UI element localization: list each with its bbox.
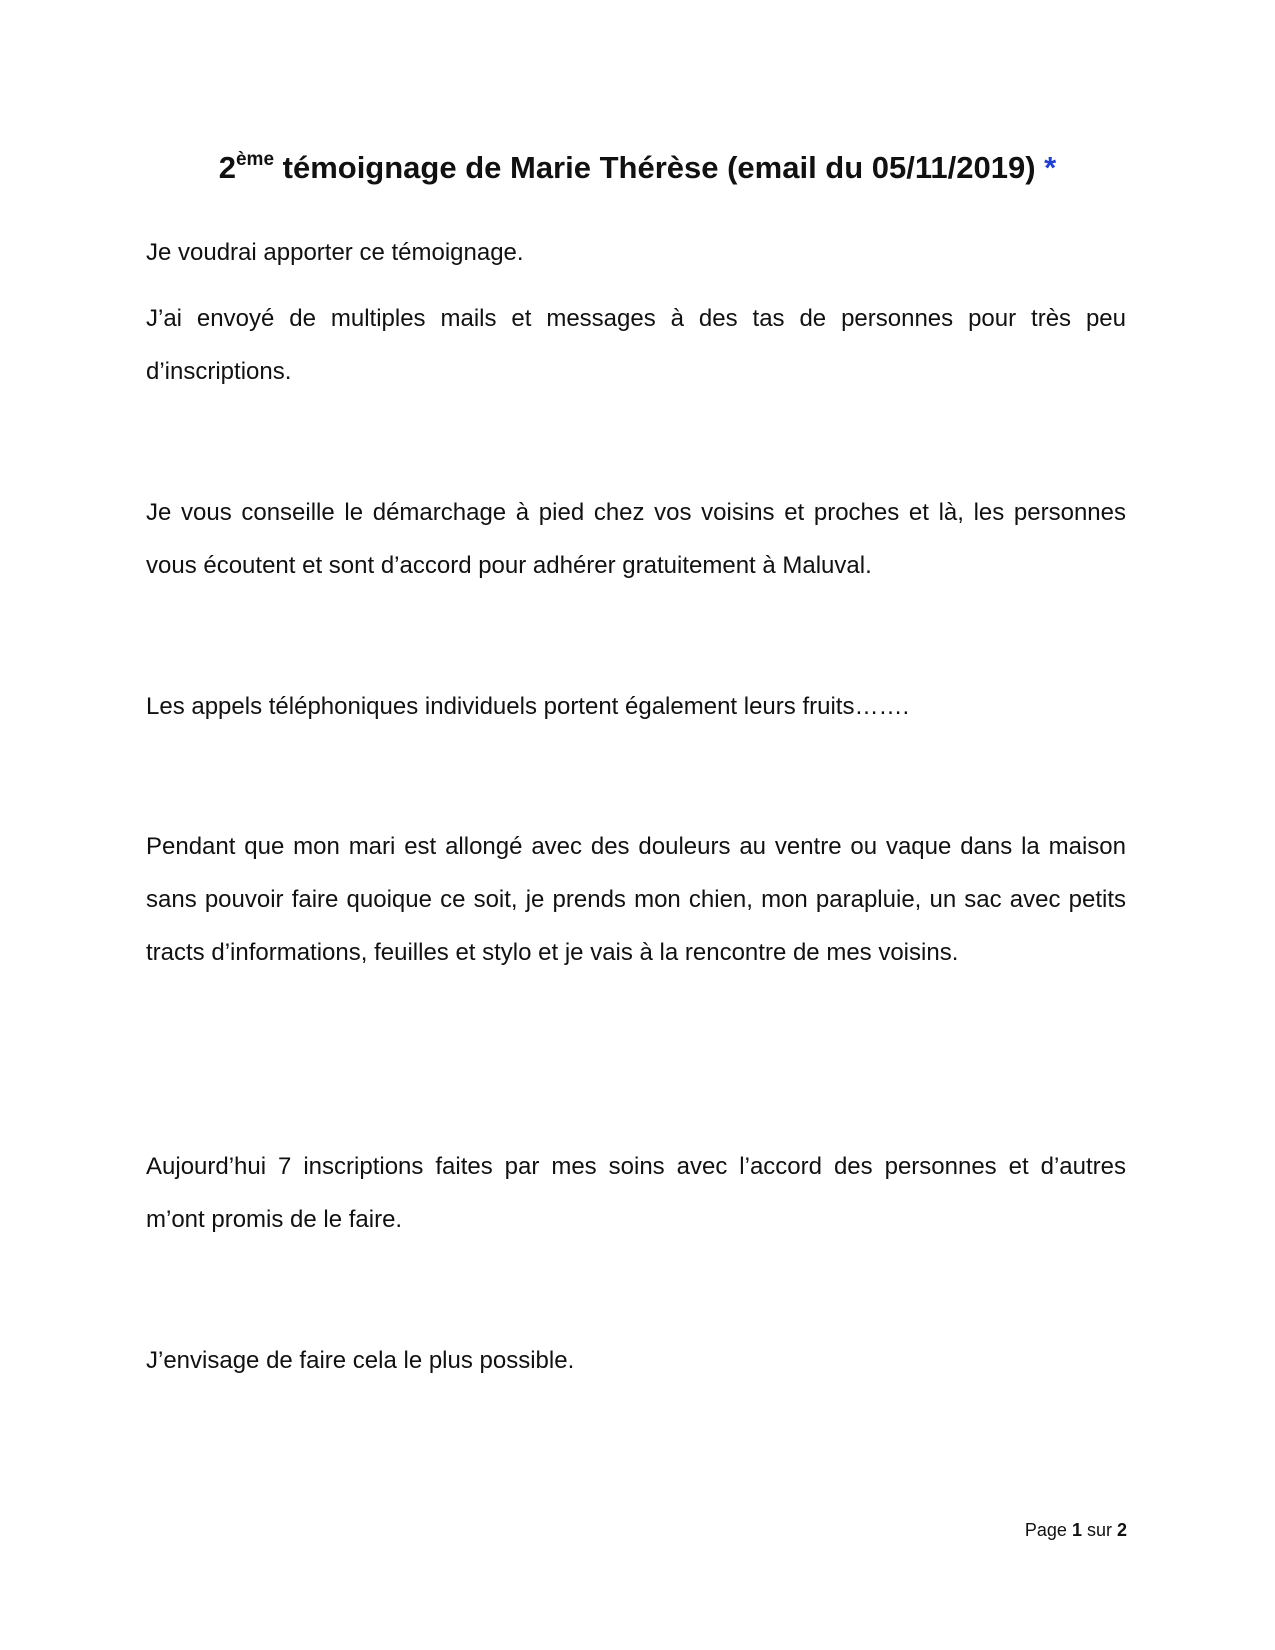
footer-page-label: Page — [1024, 1520, 1072, 1540]
footer-page-total: 2 — [1116, 1520, 1127, 1540]
paragraph-1: Je voudrai apporter ce témoignage. — [146, 239, 524, 266]
footer-page-number: 1 — [1071, 1520, 1082, 1540]
paragraph-3: Je vous conseille le démarchage à pied chez vos voisins et proches et là, les personnes vous écoutent et sont d’accord pour adhérer gratuitement à Maluval. — [146, 499, 1126, 579]
page-footer — [1025, 1518, 1127, 1542]
paragraph-2: J’ai envoyé de multiples mails et messages à des tas de personnes pour très peu d’inscriptions. — [146, 305, 1126, 385]
document-title — [0, 148, 1275, 188]
paragraph-4: Les appels téléphoniques individuels portent également leurs fruits……. — [146, 693, 910, 720]
footer-separator: sur — [1081, 1520, 1117, 1540]
title-asterisk-link[interactable]: * — [1044, 150, 1057, 185]
title-number: 2 — [218, 150, 236, 185]
paragraph-5: Pendant que mon mari est allongé avec des douleurs au ventre ou vaque dans la maison sans pouvoir faire quoique ce soit, je prends mon chien, mon parapluie, un sac avec petits tracts d’informations, feuilles et stylo et je vais à la rencontre de mes voisins. — [146, 833, 1126, 966]
paragraph-6: Aujourd’hui 7 inscriptions faites par mes soins avec l’accord des personnes et d’autres m’ont promis de le faire. — [146, 1153, 1126, 1233]
title-superscript: ème — [235, 149, 275, 170]
paragraph-7: J’envisage de faire cela le plus possible. — [146, 1347, 575, 1374]
title-text: témoignage de Marie Thérèse (email du 05/11/2019) — [274, 150, 1045, 185]
